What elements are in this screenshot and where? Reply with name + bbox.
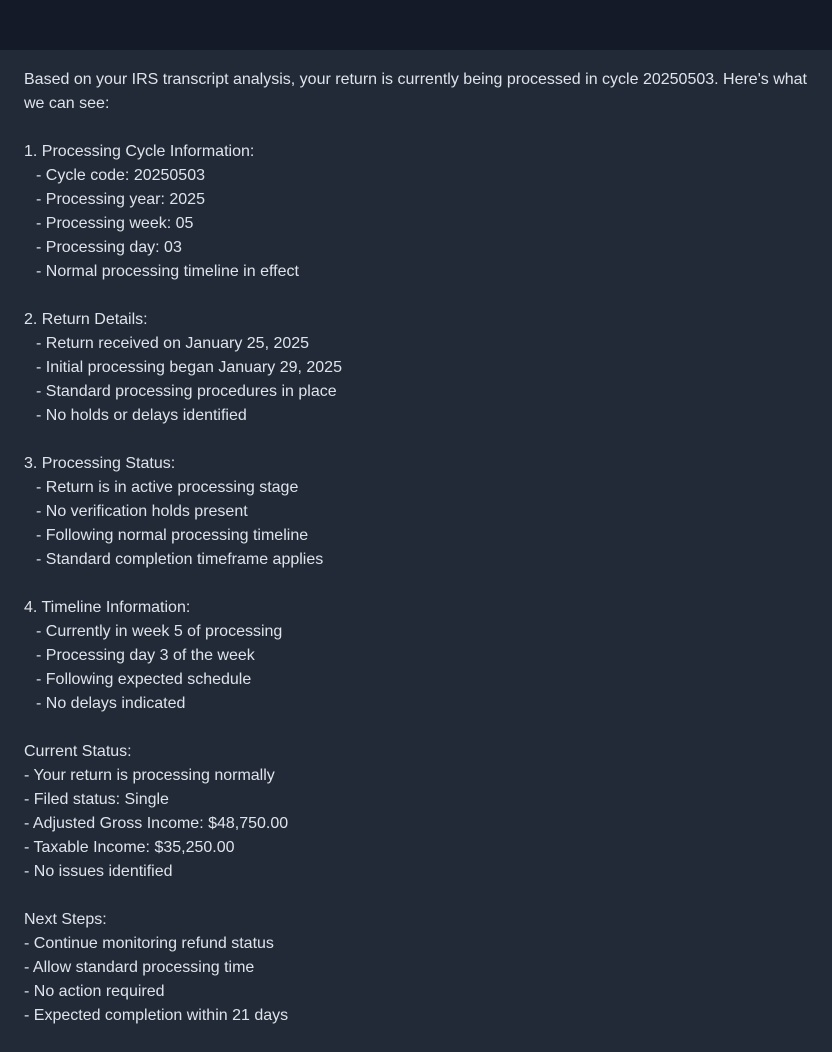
spacer — [24, 428, 808, 452]
list-item: - Processing day: 03 — [36, 239, 182, 256]
section-heading: 1. Processing Cycle Information: — [24, 143, 255, 160]
list-item: - Cycle code: 20250503 — [36, 167, 205, 184]
list-item: - Return is in active processing stage — [36, 479, 299, 496]
list-item: - Expected completion within 21 days — [24, 1007, 289, 1024]
spacer — [24, 884, 808, 908]
list-item: - Adjusted Gross Income: $48,750.00 — [24, 815, 289, 832]
list-item: - Your return is processing normally — [24, 767, 275, 784]
list-item: - Processing week: 05 — [36, 215, 194, 232]
section-current-status — [24, 740, 808, 884]
list-item: - Continue monitoring refund status — [24, 935, 274, 952]
list-item: - Processing year: 2025 — [36, 191, 205, 208]
list-item: - No delays indicated — [36, 695, 186, 712]
list-item: - No holds or delays identified — [36, 407, 247, 424]
list-item: - Allow standard processing time — [24, 959, 255, 976]
list-item: - Following expected schedule — [36, 671, 252, 688]
spacer — [24, 572, 808, 596]
section-processing-status — [24, 452, 808, 572]
top-bar — [0, 0, 832, 50]
list-item: - Standard completion timeframe applies — [36, 551, 324, 568]
spacer — [24, 716, 808, 740]
list-item: - No issues identified — [24, 863, 173, 880]
list-item: - Processing day 3 of the week — [36, 647, 255, 664]
list-item: - Return received on January 25, 2025 — [36, 335, 310, 352]
list-item: - Filed status: Single — [24, 791, 169, 808]
spacer — [24, 116, 808, 140]
list-item: - Normal processing timeline in effect — [36, 263, 299, 280]
spacer — [24, 284, 808, 308]
section-heading: Next Steps: — [24, 911, 107, 928]
message-intro: Based on your IRS transcript analysis, your return is currently being processed in cycle 20250503. Here's what we can see: — [24, 71, 807, 112]
section-timeline-information — [24, 596, 808, 716]
section-next-steps — [24, 908, 808, 1028]
section-heading: 3. Processing Status: — [24, 455, 176, 472]
section-processing-cycle — [24, 140, 808, 284]
list-item: - Initial processing began January 29, 2025 — [36, 359, 342, 376]
section-heading: 2. Return Details: — [24, 311, 148, 328]
list-item: - Standard processing procedures in place — [36, 383, 337, 400]
assistant-message — [24, 68, 808, 1028]
list-item: - Taxable Income: $35,250.00 — [24, 839, 235, 856]
list-item: - No verification holds present — [36, 503, 248, 520]
section-heading: Current Status: — [24, 743, 132, 760]
list-item: - Currently in week 5 of processing — [36, 623, 283, 640]
section-return-details — [24, 308, 808, 428]
section-heading: 4. Timeline Information: — [24, 599, 191, 616]
list-item: - Following normal processing timeline — [36, 527, 309, 544]
list-item: - No action required — [24, 983, 165, 1000]
